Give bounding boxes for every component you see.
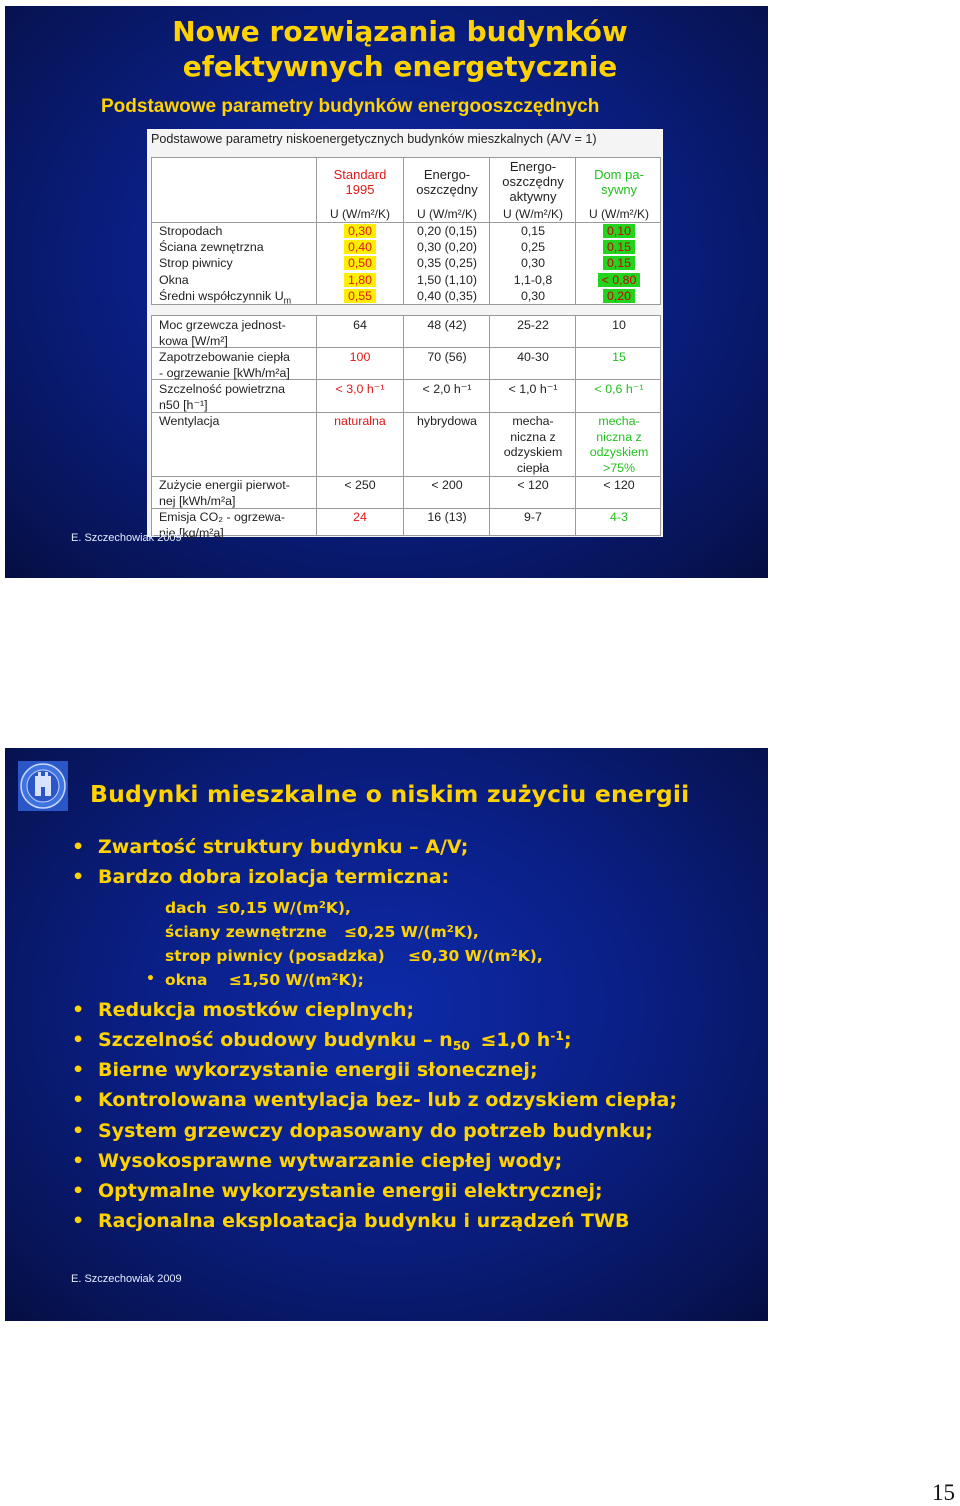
table-cell: < 3,0 h⁻¹ <box>335 382 385 396</box>
table-cell: ciepła <box>516 460 550 475</box>
superscript: 2 <box>446 923 454 935</box>
row-label: Średni współczynnik $U_m$ <box>159 288 292 306</box>
row-label: Moc grzewcza jednost- <box>159 318 286 332</box>
list-item <box>72 1150 563 1172</box>
table-cell: < 120 <box>517 478 549 492</box>
sub-item-unit: K), <box>325 899 351 917</box>
row-label: Wentylacja <box>159 414 220 428</box>
unit-header: U (W/m²/K) <box>589 207 649 221</box>
slide-1-subtitle: Podstawowe parametry budynków energooszczędnych <box>101 96 600 117</box>
table-cell: 16 (13) <box>427 510 467 524</box>
table-cell: mecha- <box>512 414 554 428</box>
table-cell: niczna z <box>510 429 556 444</box>
list-item <box>72 999 415 1021</box>
list-item-text: Kontrolowana wentylacja bez- lub z odzyskiem ciepła; <box>98 1089 677 1111</box>
title-line-2: efektywnych energetycznie <box>182 50 618 83</box>
column-header: Dom pa- <box>594 167 644 182</box>
list-item-text: Bardzo dobra izolacja termiczna: <box>98 866 450 888</box>
slide-2-footer: E. Szczechowiak 2009 <box>71 1273 182 1285</box>
table-cell <box>490 256 576 272</box>
row-label: Szczelność powietrzna <box>159 382 286 396</box>
table-cell: 4-3 <box>610 510 628 524</box>
row-label: Okna <box>159 272 189 287</box>
sub-item-unit: K), <box>517 947 543 965</box>
list-item-end: ; <box>563 1029 572 1052</box>
cell-value: 0,10 <box>603 224 635 238</box>
cell-value: 0,15 <box>520 224 546 238</box>
table-cell <box>404 224 490 240</box>
sub-item-unit: K); <box>338 971 364 989</box>
slide-2-title: Budynki mieszkalne o niskim zużyciu energii <box>90 780 690 808</box>
superscript: -1 <box>550 1029 564 1043</box>
row-label: kowa [W/m²] <box>159 333 228 348</box>
table-cell: < 2,0 h⁻¹ <box>422 382 472 396</box>
column-header: oszczędny <box>502 174 564 189</box>
list-item <box>72 1089 677 1111</box>
list-item-text: Racjonalna eksploatacja budynku i urządzeń TWB <box>98 1210 630 1232</box>
table-cell <box>404 240 490 256</box>
cell-value: 0,30 <box>344 224 376 238</box>
subscript: m <box>283 295 292 306</box>
table-cell <box>490 289 576 305</box>
list-item-text: Wysokosprawne wytwarzanie ciepłej wody; <box>98 1150 563 1172</box>
table-cell <box>576 273 662 289</box>
row-label: Zapotrzebowanie ciepła <box>159 350 290 364</box>
sub-item-label: ściany zewnętrzne <box>165 923 327 941</box>
slide-2 <box>5 748 768 1321</box>
column-header: oszczędny <box>416 182 478 197</box>
row-label: Zużycie energii pierwot- <box>159 478 290 492</box>
cell-value: 0,20 (0,15) <box>417 224 477 238</box>
cell-value: 0,15 <box>603 256 635 270</box>
table-cell: >75% <box>602 460 636 475</box>
cell-value: 0,55 <box>344 289 376 303</box>
table-cell: 100 <box>349 350 371 364</box>
sub-item-okna <box>146 971 364 989</box>
row-label: nie [kg/m²a] <box>159 525 224 540</box>
table-cell: 40-30 <box>517 350 549 364</box>
sub-item-value: 1,50 W/(m <box>241 971 332 989</box>
cell-value: 1,80 <box>344 273 376 287</box>
bullet-icon: • <box>72 1180 85 1202</box>
table-cell <box>317 289 403 305</box>
list-item-text: Optymalne wykorzystanie energii elektrycznej; <box>98 1180 603 1202</box>
bullet-icon: • <box>72 1059 85 1081</box>
table-cell: 9-7 <box>524 510 542 524</box>
table-cell <box>317 240 403 256</box>
table-cell: 24 <box>353 510 367 524</box>
row-label: Stropodach <box>159 224 223 238</box>
unit-header: U (W/m²/K) <box>330 207 390 221</box>
table-cell: 25-22 <box>517 318 549 332</box>
table-cell <box>317 224 403 240</box>
bullet-icon: • <box>72 1150 85 1172</box>
column-header: aktywny <box>509 189 557 204</box>
column-header: sywny <box>600 182 638 197</box>
list-item <box>72 1210 630 1232</box>
slide-1-title <box>5 14 768 84</box>
table-cell <box>404 273 490 289</box>
table-cell <box>576 240 662 256</box>
bullet-icon: • <box>72 1210 85 1232</box>
table-cell: 15 <box>612 350 626 364</box>
table-cell <box>576 224 662 240</box>
row-label: Ściana zewnętrzna <box>159 240 264 255</box>
list-item <box>72 1180 603 1202</box>
bullet-icon: • <box>146 971 155 987</box>
table-cell: 10 <box>612 318 626 332</box>
sub-item-label: okna <box>165 971 208 989</box>
column-header: 1995 <box>345 182 375 197</box>
cell-value: 0,20 <box>603 289 635 303</box>
le-symbol: ≤ <box>216 899 230 917</box>
page-number: 15 <box>932 1480 955 1505</box>
list-item-text: Zwartość struktury budynku – A/V; <box>98 836 469 858</box>
cell-value: 0,30 <box>520 288 546 303</box>
le-symbol: ≤ <box>408 947 422 965</box>
table-cell <box>404 256 490 272</box>
cell-value: 0,40 <box>344 240 376 254</box>
list-item-text: Redukcja mostków cieplnych; <box>98 999 415 1021</box>
row-label: nej [kWh/m²a] <box>159 493 236 508</box>
table-cell: 70 (56) <box>427 350 467 364</box>
list-item-value: 1,0 h <box>496 1029 551 1052</box>
bullet-icon: • <box>72 1120 85 1142</box>
sub-item-label: strop piwnicy (posadzka) <box>165 947 385 965</box>
parameters-table <box>147 129 663 540</box>
sub-item-strop <box>165 947 543 965</box>
title-line-1: Nowe rozwiązania budynków <box>172 15 628 48</box>
table-cell: 48 (42) <box>427 318 467 332</box>
le-symbol: ≤ <box>228 971 242 989</box>
row-label: n50 [h⁻¹] <box>159 397 208 412</box>
bullet-icon: • <box>72 1029 85 1051</box>
table-cell: < 1,0 h⁻¹ <box>508 382 558 396</box>
cell-value: 0,15 <box>603 240 635 254</box>
column-header: Energo- <box>509 159 557 174</box>
slide-1-footer: E. Szczechowiak 2009 <box>71 532 182 544</box>
list-item-text: Szczelność obudowy budynku – n <box>98 1029 453 1052</box>
bullet-icon: • <box>72 1089 85 1111</box>
grid-line <box>151 412 660 413</box>
university-logo-icon <box>18 761 68 811</box>
bullet-icon: • <box>72 999 85 1021</box>
cell-value: 1,1-0,8 <box>513 272 553 287</box>
list-item <box>72 866 450 888</box>
table-cell: odzyskiem <box>589 445 649 459</box>
row-label: - ogrzewanie [kWh/m²a] <box>159 365 290 380</box>
cell-value: < 0,80 <box>598 273 641 287</box>
superscript: 2 <box>510 947 518 959</box>
list-item <box>72 1059 538 1081</box>
bullet-icon: • <box>72 836 85 858</box>
cell-value: 0,35 (0,25) <box>417 256 477 271</box>
superscript: 2 <box>318 899 326 911</box>
cell-value: 0,30 <box>520 256 546 271</box>
table-cell: < 120 <box>603 478 635 492</box>
table-cell <box>576 289 662 305</box>
subscript: 50 <box>452 1038 470 1053</box>
le-symbol: ≤ <box>344 923 358 941</box>
list-item <box>72 1120 653 1142</box>
table-cell: < 250 <box>344 478 376 492</box>
table-cell: odzyskiem <box>503 445 563 459</box>
table-cell <box>490 224 576 240</box>
bullet-icon: • <box>72 866 85 888</box>
table-cell <box>490 240 576 256</box>
table-cell <box>404 289 490 305</box>
list-item <box>72 836 469 858</box>
sub-item-value: 0,15 W/(m <box>229 899 319 917</box>
unit-header: U (W/m²/K) <box>503 207 563 221</box>
cell-value: 0,25 <box>520 240 546 255</box>
table-cell <box>490 273 576 289</box>
sub-item-sciany <box>165 923 479 941</box>
cell-value: 0,30 (0,20) <box>417 240 477 255</box>
row-label: Strop piwnicy <box>159 256 233 271</box>
sub-item-unit: K), <box>453 923 479 941</box>
table-title: Podstawowe parametry niskoenergetycznych budynków mieszkalnych (A/V = 1) <box>151 132 597 146</box>
table-cell <box>317 256 403 272</box>
slide-1 <box>5 6 768 578</box>
column-header: Standard <box>333 167 387 182</box>
list-item <box>72 1029 572 1053</box>
cell-value: 0,50 <box>344 256 376 270</box>
le-symbol: ≤ <box>480 1029 497 1052</box>
table-cell: mecha- <box>598 414 640 428</box>
sub-item-label: dach <box>165 899 207 917</box>
table-cell <box>576 256 662 272</box>
sub-item-dach <box>165 899 351 917</box>
list-item-text: Bierne wykorzystanie energii słonecznej; <box>98 1059 538 1081</box>
table-cell: naturalna <box>334 414 386 428</box>
table-cell <box>317 273 403 289</box>
row-label: Emisja CO₂ - ogrzewa- <box>159 510 285 524</box>
sub-item-value: 0,25 W/(m <box>357 923 447 941</box>
grid-line <box>151 476 660 477</box>
table-cell: hybrydowa <box>417 414 477 428</box>
superscript: 2 <box>331 971 339 983</box>
table-cell: niczna z <box>596 429 642 444</box>
list-item-text: System grzewczy dopasowany do potrzeb budynku; <box>98 1120 653 1142</box>
table-cell: < 0,6 h⁻¹ <box>594 382 644 396</box>
column-header: Energo- <box>423 167 471 182</box>
table-cell: < 200 <box>431 478 463 492</box>
cell-value: 0,40 (0,35) <box>417 288 477 303</box>
unit-header: U (W/m²/K) <box>417 207 477 221</box>
sub-item-value: 0,30 W/(m <box>421 947 511 965</box>
table-cell: 64 <box>353 318 367 332</box>
cell-value: 1,50 (1,10) <box>417 272 477 287</box>
